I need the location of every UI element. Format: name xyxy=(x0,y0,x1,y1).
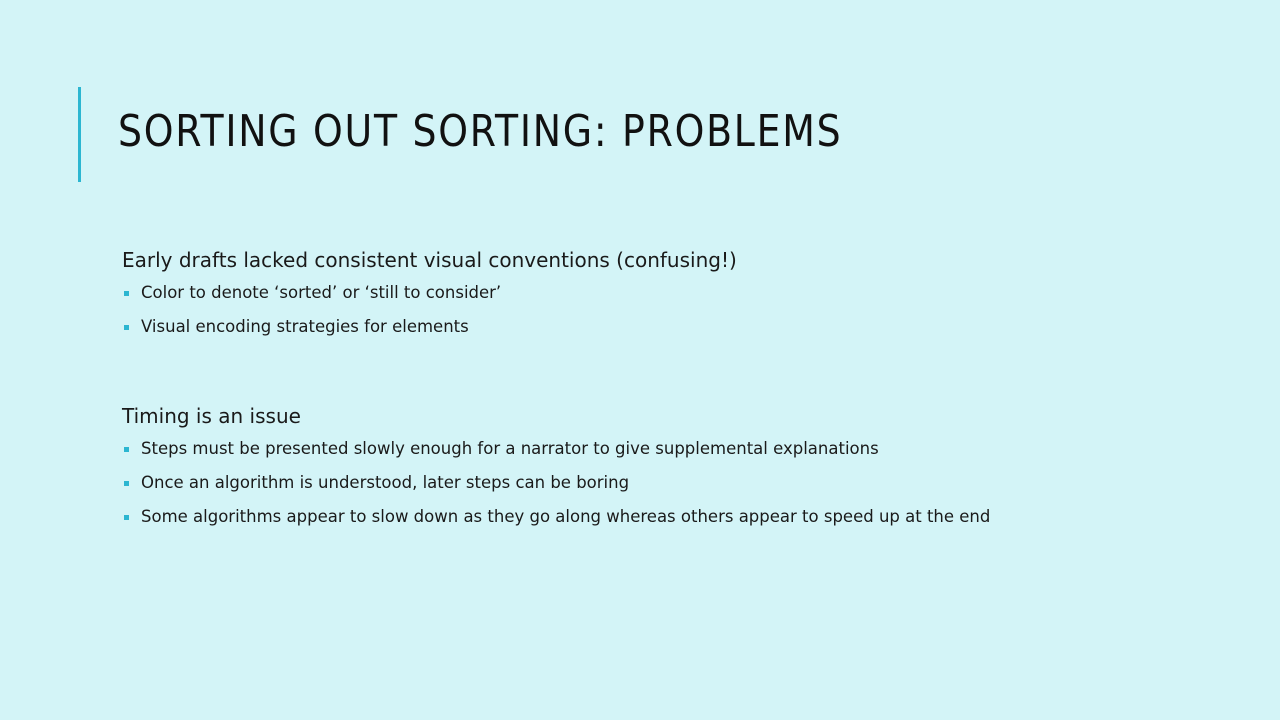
bullet-list xyxy=(122,280,1112,340)
square-bullet-icon xyxy=(124,325,129,330)
list-item xyxy=(122,504,1112,530)
square-bullet-icon xyxy=(124,481,129,486)
slide-content xyxy=(122,246,1112,538)
square-bullet-icon xyxy=(124,515,129,520)
slide-title: SORTING OUT SORTING: PROBLEMS xyxy=(118,106,843,157)
title-accent-bar xyxy=(78,87,81,182)
list-item xyxy=(122,436,1112,462)
list-item xyxy=(122,470,1112,496)
section-timing xyxy=(122,402,1112,530)
list-item-text: Steps must be presented slowly enough for a narrator to give supplemental explanations xyxy=(141,439,879,458)
bullet-list xyxy=(122,436,1112,530)
section-heading: Early drafts lacked consistent visual conventions (confusing!) xyxy=(122,248,737,272)
list-item-text: Visual encoding strategies for elements xyxy=(141,317,469,336)
list-item xyxy=(122,280,1112,306)
square-bullet-icon xyxy=(124,291,129,296)
section-visual-conventions xyxy=(122,246,1112,340)
list-item-text: Some algorithms appear to slow down as they go along whereas others appear to speed up at the end xyxy=(141,507,991,526)
square-bullet-icon xyxy=(124,447,129,452)
list-item xyxy=(122,314,1112,340)
list-item-text: Once an algorithm is understood, later steps can be boring xyxy=(141,473,630,492)
section-heading: Timing is an issue xyxy=(122,404,301,428)
list-item-text: Color to denote ‘sorted’ or ‘still to consider’ xyxy=(141,283,502,302)
